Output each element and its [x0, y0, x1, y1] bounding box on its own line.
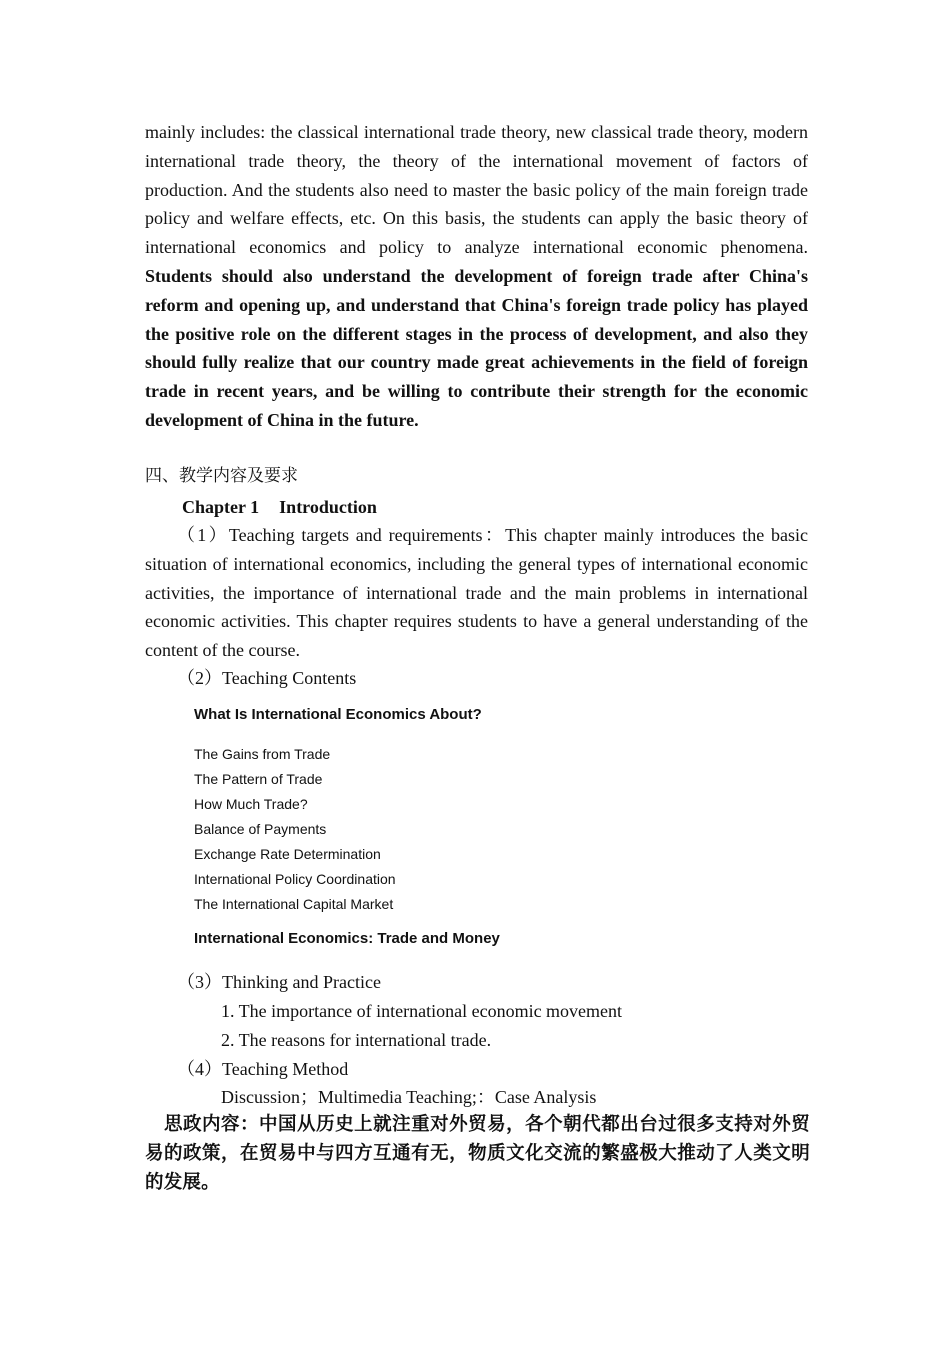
slide-topic-item: The Gains from Trade: [194, 746, 331, 762]
thinking-practice-label: （3）Thinking and Practice: [177, 972, 381, 992]
teaching-method-text: Discussion；Multimedia Teaching;：Case Analysis: [221, 1087, 597, 1107]
chapter-name: Introduction: [279, 497, 377, 517]
slide-title: What Is International Economics About?: [194, 706, 482, 723]
intro-bold-text: Students should also understand the development of foreign trade after China's reform and opening up, and understand that China's foreign trade policy has played the positive role on the different stages in the process of development, and also they should fully realize that our country made great achievements in the field of foreign trade in recent years, and be willing to contribute their strength for the economic development of China in the future.: [145, 265, 808, 430]
teaching-targets-paragraph: （1）Teaching targets and requirements：This chapter mainly introduces the basic situation of international economics, including the general types of international economic activities, the importance of international trade and the main problems in international economic activities. This chapter requires students to have a general understanding of the content of the course.: [145, 525, 808, 661]
ideology-content: 思政内容：中国从历史上就注重对外贸易，各个朝代都出台过很多支持对外贸易的政策，在贸易中与四方互通有无，物质文化交流的繁盛极大推动了人类文明的发展。: [145, 1114, 810, 1193]
slide-topic-item: The International Capital Market: [194, 896, 394, 912]
chapter-title: [182, 495, 377, 519]
teaching-method-label: （4）Teaching Method: [177, 1059, 349, 1079]
slide-topic-item: International Policy Coordination: [194, 871, 396, 887]
thinking-item: 1. The importance of international economic movement: [221, 1001, 623, 1021]
slide-topic-item: How Much Trade?: [194, 796, 308, 812]
chapter-number: Chapter 1: [182, 497, 260, 517]
intro-normal-text: mainly includes: the classical international trade theory, new classical trade theory, modern international trade theory, the theory of the international movement of factors of production. And the students also need to master the basic policy of the main foreign trade policy and welfare effects, etc. On this basis, the students can apply the basic theory of international economics and policy to analyze international economic phenomena.: [145, 122, 808, 258]
slide-footer: International Economics: Trade and Money: [194, 930, 500, 947]
slide-topic-item: Balance of Payments: [194, 821, 327, 837]
section-title: 四、教学内容及要求: [145, 466, 298, 486]
teaching-contents-label: （2）Teaching Contents: [177, 668, 357, 688]
slide-topic-item: Exchange Rate Determination: [194, 846, 381, 862]
slide-topic-list: [194, 742, 396, 917]
intro-paragraph: [145, 118, 808, 435]
slide-topic-item: The Pattern of Trade: [194, 771, 323, 787]
thinking-item: 2. The reasons for international trade.: [221, 1030, 492, 1050]
